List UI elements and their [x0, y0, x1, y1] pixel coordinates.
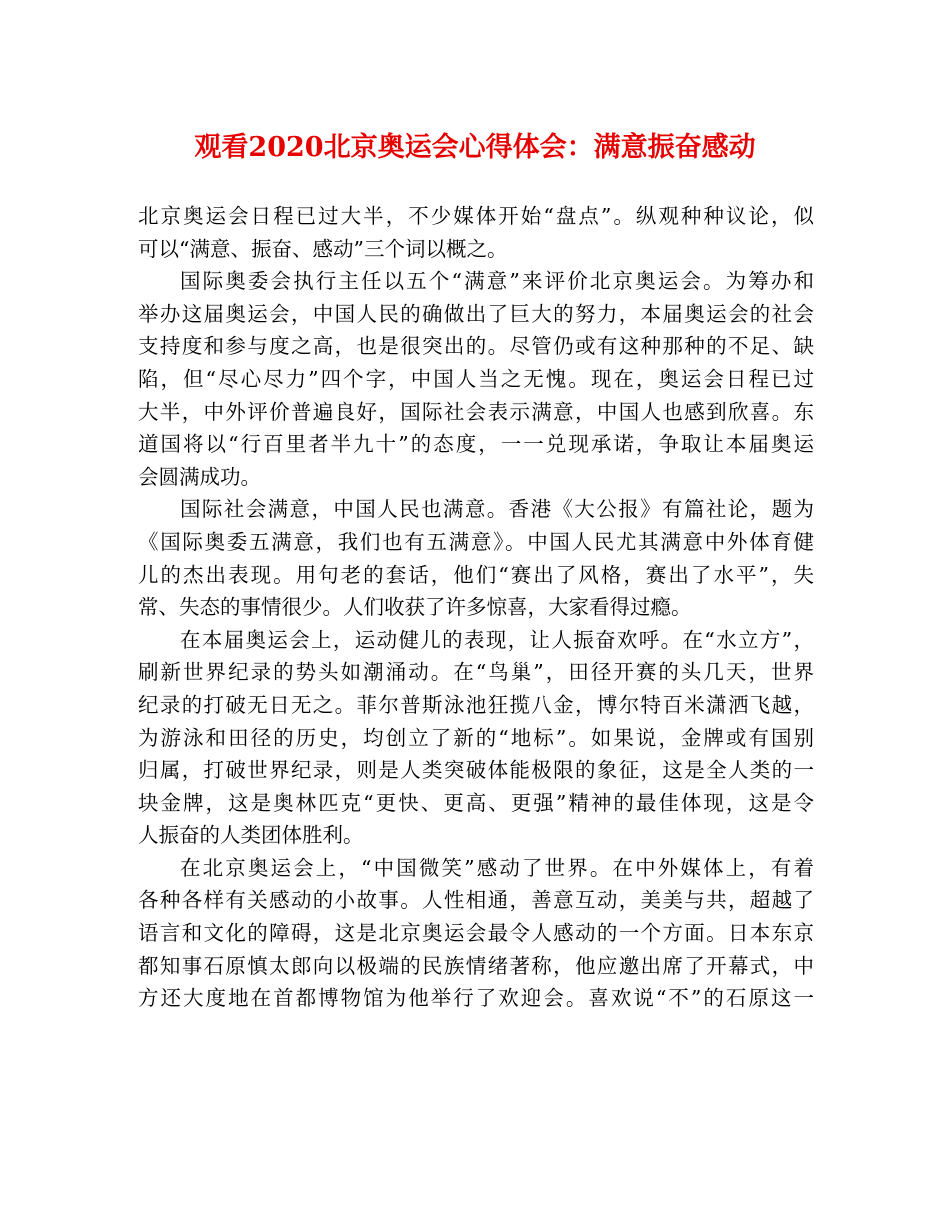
paragraph-line: 各种各样有关感动的小故事。人性相通，善意互动，美美与共，超越了 — [138, 888, 814, 913]
paragraph-line: 纪录的打破无日无之。菲尔普斯泳池狂揽八金，博尔特百米潇洒飞越， — [138, 692, 814, 717]
paragraph-line: 北京奥运会日程已过大半，不少媒体开始“盘点”。纵观种种议论，似 — [138, 204, 814, 228]
paragraph-line: 常、失态的事情很少。人们收获了许多惊喜，大家看得过瘾。 — [138, 595, 692, 620]
paragraph-line: 都知事石原慎太郎向以极端的民族情绪著称，他应邀出席了开幕式，中 — [138, 953, 814, 978]
document-title: 观看2020北京奥运会心得体会：满意振奋感动 — [194, 132, 756, 163]
paragraph-line: 支持度和参与度之高，也是很突出的。尽管仍或有这种那种的不足、缺 — [138, 334, 814, 359]
paragraph — [138, 200, 814, 265]
paragraph-line: 人振奋的人类团体胜利。 — [138, 823, 364, 848]
paragraph-line: 归属，打破世界纪录，则是人类突破体能极限的象征，这是全人类的一 — [138, 758, 814, 783]
paragraph-line: 为游泳和田径的历史，均创立了新的“地标”。如果说，金牌或有国别 — [138, 725, 814, 750]
paragraph-line: 方还大度地在首都博物馆为他举行了欢迎会。喜欢说“不”的石原这一 — [138, 986, 814, 1011]
paragraph-line: 在北京奥运会上，“中国微笑”感动了世界。在中外媒体上，有着 — [180, 855, 814, 880]
paragraph-line: 举办这届奥运会，中国人民的确做出了巨大的努力，本届奥运会的社会 — [138, 301, 814, 326]
paragraph-line: 儿的杰出表现。用句老的套话，他们“赛出了风格，赛出了水平”，失 — [138, 562, 814, 587]
paragraph — [138, 265, 814, 493]
paragraph-line: 可以“满意、振奋、感动”三个词以概之。 — [138, 236, 508, 261]
paragraph-line: 大半，中外评价普遍良好，国际社会表示满意，中国人也感到欣喜。东 — [138, 399, 814, 424]
paragraph-line: 国际奥委会执行主任以五个“满意”来评价北京奥运会。为筹办和 — [180, 269, 814, 294]
paragraph-line: 语言和文化的障碍，这是北京奥运会最令人感动的一个方面。日本东京 — [138, 921, 814, 946]
paragraph-line: 国际社会满意，中国人民也满意。香港《大公报》有篇社论，题为 — [180, 497, 814, 522]
paragraph-line: 块金牌，这是奥林匹克“更快、更高、更强”精神的最佳体现，这是令 — [138, 790, 814, 815]
paragraph — [138, 624, 814, 852]
document-body — [138, 200, 814, 1015]
paragraph-line: 陷，但“尽心尽力”四个字，中国人当之无愧。现在，奥运会日程已过 — [138, 366, 814, 391]
paragraph-line: 《国际奥委五满意，我们也有五满意》。中国人民尤其满意中外体育健 — [138, 529, 814, 554]
paragraph-line: 在本届奥运会上，运动健儿的表现，让人振奋欢呼。在“水立方”， — [180, 627, 814, 652]
paragraph-line: 道国将以“行百里者半九十”的态度，一一兑现承诺，争取让本届奥运 — [138, 432, 814, 457]
paragraph — [138, 852, 814, 1015]
paragraph — [138, 493, 814, 623]
paragraph-line: 刷新世界纪录的势头如潮涌动。在“鸟巢”，田径开赛的头几天，世界 — [138, 660, 814, 685]
paragraph-line: 会圆满成功。 — [138, 464, 261, 489]
